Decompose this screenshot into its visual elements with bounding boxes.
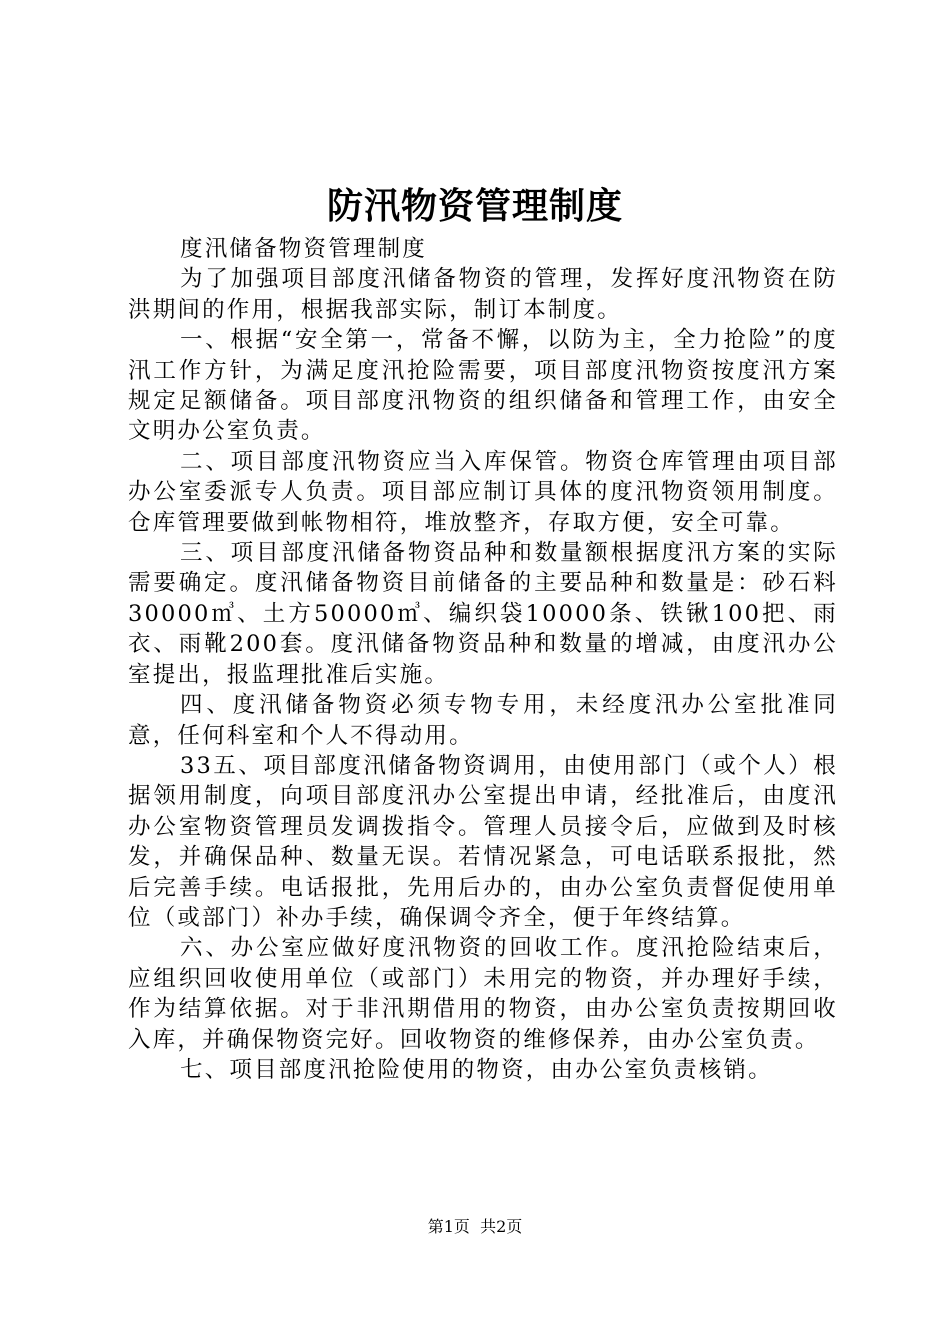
paragraph-heading: 度汛储备物资管理制度 (180, 236, 428, 262)
page-total: 共2页 (480, 1217, 523, 1236)
paragraph-item-1: 一、根据“安全第一，常备不懈，以防为主，全力抢险”的度汛工作方针，为满足度汛抢险需要，项目部度汛物资按度汛方案规定足额储备。项目部度汛物资的组织储备和管理工作，由安全文明办公室负责。 (128, 327, 838, 445)
paragraph-item-2: 二、项目部度汛物资应当入库保管。物资仓库管理由项目部办公室委派专人负责。项目部应制订具体的度汛物资领用制度。仓库管理要做到帐物相符，堆放整齐，存取方便，安全可靠。 (128, 448, 838, 536)
paragraph-intro: 为了加强项目部度汛储备物资的管理，发挥好度汛物资在防洪期间的作用，根据我部实际，制订本制度。 (128, 266, 838, 323)
document-body (128, 234, 838, 1085)
page-number: 第1页 (427, 1217, 470, 1236)
paragraph-item-4: 四、度汛储备物资必须专物专用，未经度汛办公室批准同意，任何科室和个人不得动用。 (128, 692, 838, 749)
page-footer (0, 1216, 950, 1238)
paragraph-item-5: 33五、项目部度汛储备物资调用，由使用部门（或个人）根据领用制度，向项目部度汛办公室提出申请，经批准后，由度汛办公室物资管理员发调拨指令。管理人员接令后，应做到及时核发，并确保品种、数量无误。若情况紧急，可电话联系报批，然后完善手续。电话报批，先用后办的，由办公室负责督促使用单位（或部门）补办手续，确保调令齐全，便于年终结算。 (128, 752, 838, 931)
paragraph-item-6: 六、办公室应做好度汛物资的回收工作。度汛抢险结束后，应组织回收使用单位（或部门）未用完的物资，并办理好手续，作为结算依据。对于非汛期借用的物资，由办公室负责按期回收入库，并确保物资完好。回收物资的维修保养，由办公室负责。 (128, 935, 838, 1053)
document-title: 防汛物资管理制度 (326, 185, 623, 227)
paragraph-item-7: 七、项目部度汛抢险使用的物资，由办公室负责核销。 (180, 1056, 773, 1083)
paragraph-item-3: 三、项目部度汛储备物资品种和数量额根据度汛方案的实际需要确定。度汛储备物资目前储备的主要品种和数量是：砂石料30000㎥、土方50000㎥、编织袋10000条、铁锹100把、雨衣、雨靴200套。度汛储备物资品种和数量的增减，由度汛办公室提出，报监理批准后实施。 (128, 540, 838, 688)
